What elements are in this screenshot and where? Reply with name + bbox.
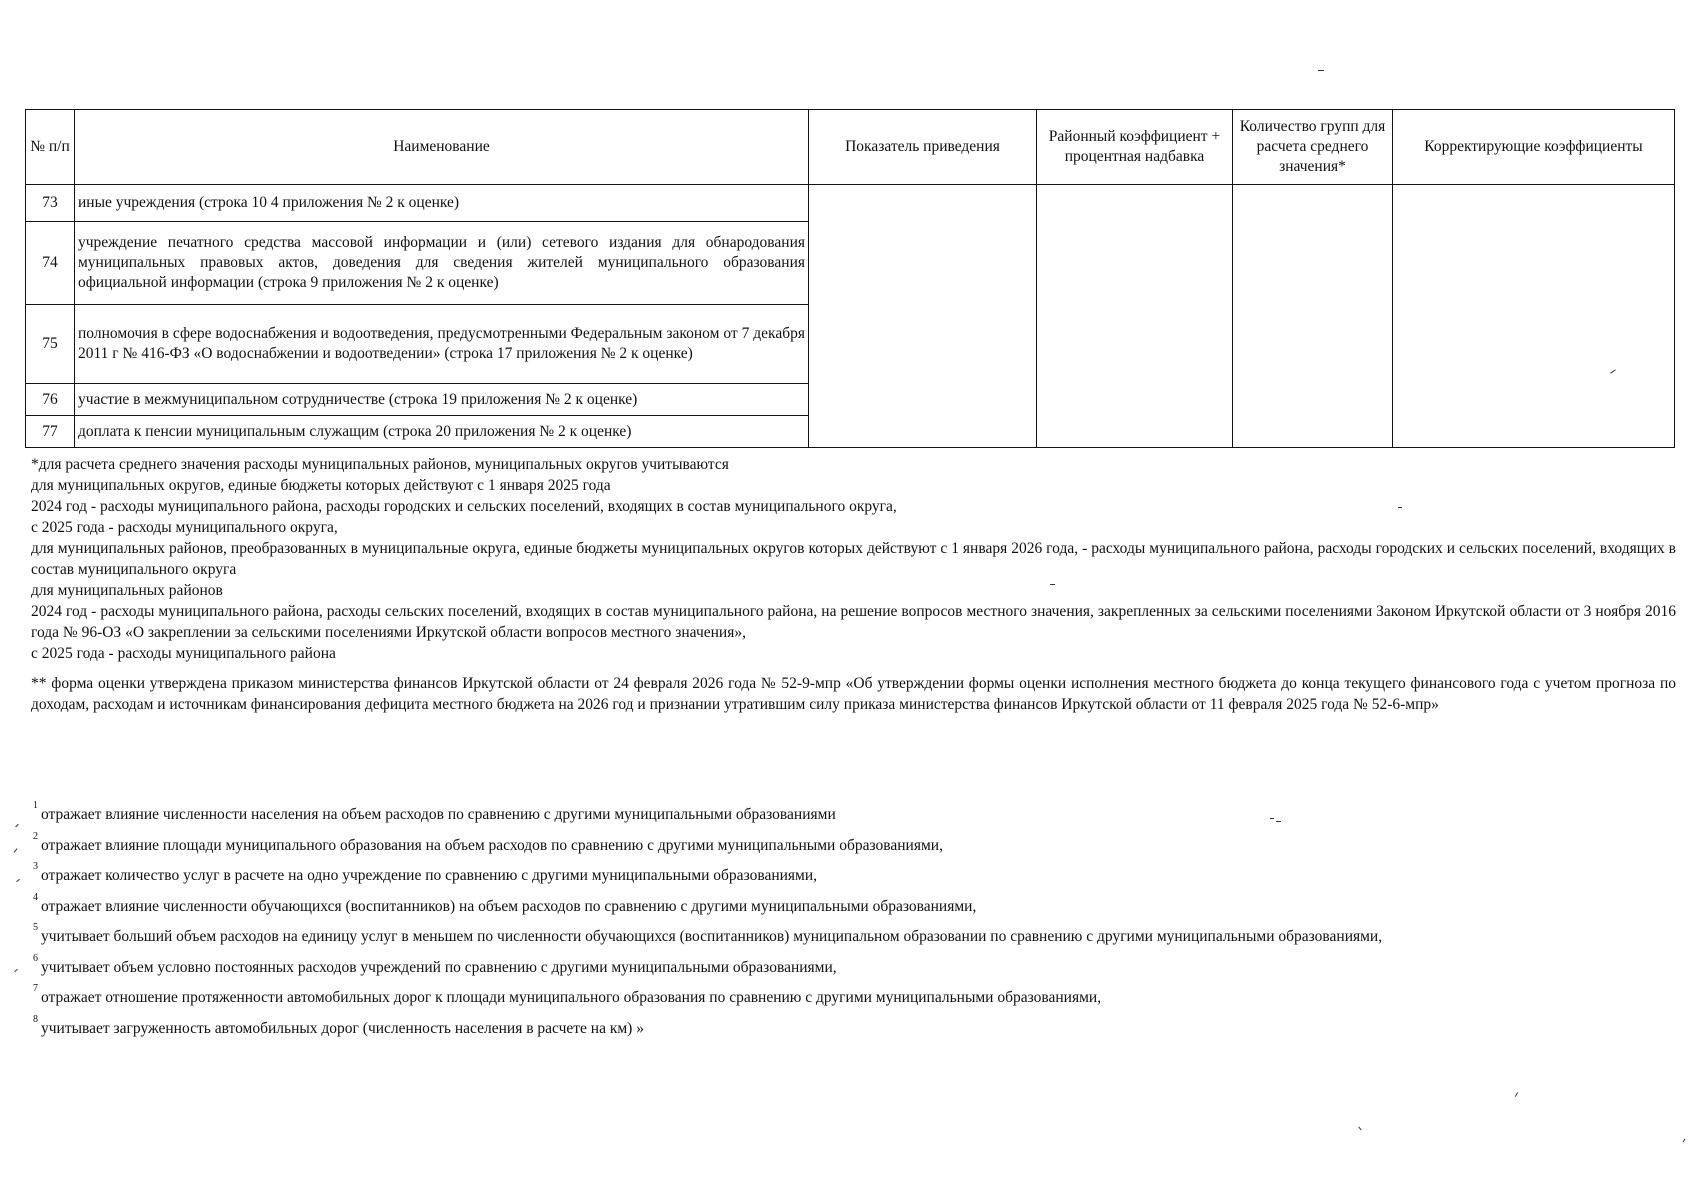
note-line: для муниципальных округов, единые бюджеты которых действуют с 1 января 2025 года	[31, 477, 611, 494]
header-correction: Корректирующие коэффициенты	[1393, 110, 1675, 185]
scan-speck	[1276, 821, 1281, 822]
table-row	[26, 185, 1675, 222]
scan-speck	[1270, 818, 1274, 819]
footnote-mark: 4	[33, 891, 38, 903]
row-num: 75	[26, 305, 75, 384]
footnote-text: отражает влияние площади муниципального образования на объем расходов по сравнению с другими муниципальными образованиями,	[41, 836, 943, 854]
scan-speck	[1398, 507, 1402, 508]
footnote-item	[33, 889, 1633, 920]
header-name: Наименование	[75, 110, 809, 185]
footnote-text: отражает отношение протяженности автомобильных дорог к площади муниципального образования по сравнению с другими муниципальными образованиями,	[41, 989, 1102, 1007]
header-groups: Количество групп для расчета среднего значения*	[1233, 110, 1393, 185]
footnote-item	[33, 797, 1633, 828]
row-num: 77	[26, 416, 75, 448]
footnote-mark: 6	[33, 952, 38, 964]
row-name: иные учреждения (строка 10 4 приложения № 2 к оценке)	[75, 185, 809, 222]
note-line: 2024 год - расходы муниципального района, расходы городских и сельских поселений, входящих в состав муниципального округа,	[31, 498, 897, 515]
footnote-item	[33, 828, 1633, 859]
note-line: для муниципальных районов, преобразованных в муниципальные округа, единые бюджеты муниципальных округов которых действуют с 1 января 2026 года, - расходы муниципального района, расходы городских и сельских поселений, входящих в состав муниципального округа	[31, 540, 1676, 578]
row-name: учреждение печатного средства массовой информации и (или) сетевого издания для обнародования муниципальных правовых актов, доведения для сведения жителей муниципального образования официальной информации (строка 9 приложения № 2 к оценке)	[75, 222, 809, 305]
footnote-text: отражает количество услуг в расчете на одно учреждение по сравнению с другими муниципальными образованиями,	[41, 867, 818, 885]
scan-speck	[1318, 70, 1324, 71]
coef-cell	[1037, 185, 1233, 448]
header-indicator: Показатель приведения	[809, 110, 1037, 185]
row-name: полномочия в сфере водоснабжения и водоотведения, предусмотренными Федеральным законом от 7 декабря 2011 г № 416-ФЗ «О водоснабжении и водоотведении» (строка 17 приложения № 2 к оценке)	[75, 305, 809, 384]
correction-cell	[1393, 185, 1675, 448]
footnote-text: учитывает объем условно постоянных расходов учреждений по сравнению с другими муниципальными образованиями,	[41, 958, 837, 976]
row-name: доплата к пенсии муниципальным служащим (строка 20 приложения № 2 к оценке)	[75, 416, 809, 448]
note-line: *для расчета среднего значения расходы муниципальных районов, муниципальных округов учитываются	[31, 456, 729, 473]
scan-speck	[1050, 584, 1055, 585]
footnote-item	[33, 950, 1633, 981]
footnote-mark: 1	[33, 800, 38, 811]
indicator-cell	[809, 185, 1037, 448]
table-header-row	[26, 110, 1675, 185]
scan-speck	[16, 879, 20, 882]
note-line: с 2025 года - расходы муниципального округа,	[31, 519, 338, 536]
footnote-text: учитывает больший объем расходов на единицу услуг в меньшем по численности обучающихся (воспитанников) муниципальном образовании по сравнению с другими муниципальными образованиями,	[41, 928, 1383, 946]
note-line: с 2025 года - расходы муниципального района	[31, 645, 336, 662]
row-num: 74	[26, 222, 75, 305]
table-notes	[31, 454, 1676, 715]
footnote-text: учитывает загруженность автомобильных дорог (численность населения в расчете на км) »	[41, 1019, 644, 1037]
footnote-item	[33, 858, 1633, 889]
scan-speck	[1358, 1127, 1361, 1131]
note-line: для муниципальных районов	[31, 582, 223, 599]
note-line: 2024 год - расходы муниципального района, расходы сельских поселений, входящих в состав муниципального района, на решение вопросов местного значения, закрепленных за сельскими поселениями Законом Иркутской области от 3 ноября 2016 года № 96-ОЗ «О закреплении за сельскими поселениями Иркутской области вопросов местного значения»,	[31, 603, 1676, 641]
footnote-item	[33, 980, 1633, 1011]
footnote-mark: 7	[33, 983, 38, 994]
header-num: № п/п	[26, 110, 75, 185]
footnote-text: отражает влияние численности населения на объем расходов по сравнению с другими муниципальными образованиями	[41, 806, 836, 824]
scan-speck	[15, 824, 19, 828]
header-coef: Районный коэффициент + процентная надбавка	[1037, 110, 1233, 185]
groups-cell	[1233, 185, 1393, 448]
row-num: 73	[26, 185, 75, 222]
footnotes	[33, 797, 1633, 1041]
footnote-mark: 3	[33, 861, 38, 872]
scan-speck	[1515, 1092, 1518, 1097]
footnote-item	[33, 1011, 1633, 1042]
footnote-mark: 8	[33, 1013, 38, 1025]
footnote-mark: 5	[33, 922, 38, 933]
footnote-item	[33, 919, 1633, 950]
footnote-text: отражает влияние численности обучающихся (воспитанников) на объем расходов по сравнению с другими муниципальными образованиями,	[41, 897, 977, 915]
coefficients-table	[25, 109, 1675, 448]
scan-speck	[14, 969, 18, 972]
footnote-mark: 2	[33, 830, 38, 842]
row-num: 76	[26, 384, 75, 416]
row-name: участие в межмуниципальном сотрудничестве (строка 19 приложения № 2 к оценке)	[75, 384, 809, 416]
scan-speck	[14, 848, 18, 852]
scan-speck	[1683, 1139, 1686, 1143]
order-note: ** форма оценки утверждена приказом министерства финансов Иркутской области от 24 февраля 2026 года № 52-9-мпр «Об утверждении формы оценки исполнения местного бюджета до конца текущего финансового года с учетом прогноза по доходам, расходам и источникам финансирования дефицита местного бюджета на 2026 год и признании утратившим силу приказа министерства финансов Иркутской области от 11 февраля 2025 года № 52-6-мпр»	[31, 675, 1676, 713]
